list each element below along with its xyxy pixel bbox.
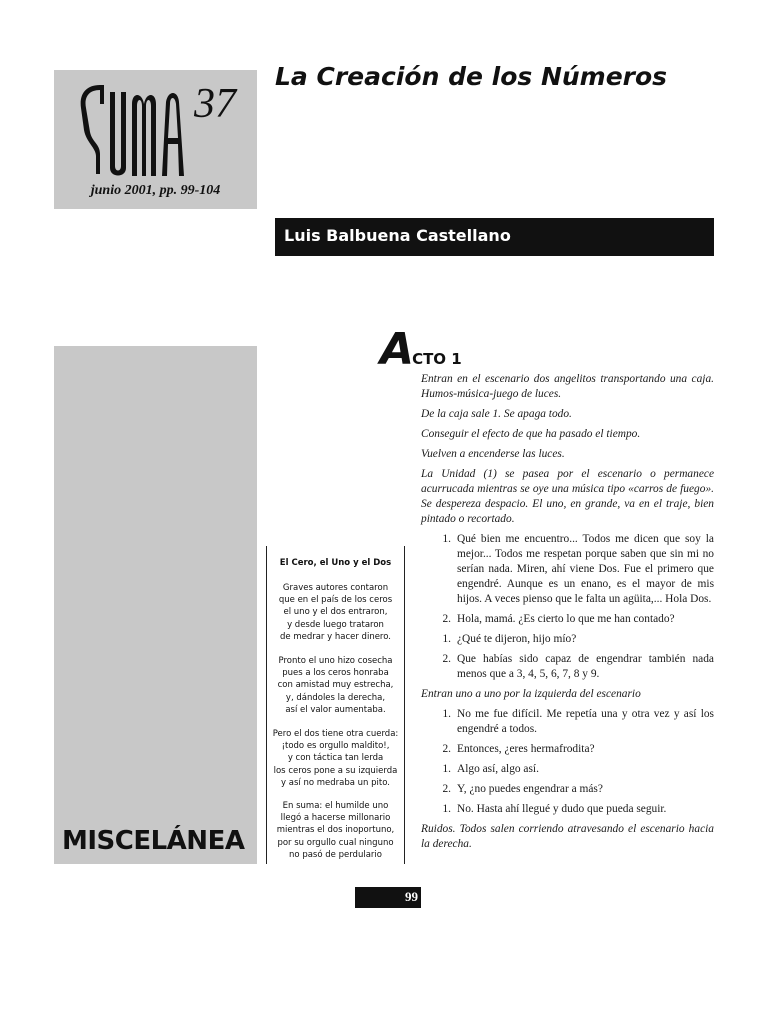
poem-stanza	[267, 728, 404, 789]
dialogue-line	[421, 762, 714, 777]
poem-line: pues a los ceros honraba	[282, 668, 389, 679]
act-heading	[380, 324, 462, 375]
poem-line: y con táctica tan lerda	[287, 753, 384, 764]
poem-line: En suma: el humilde uno	[282, 801, 389, 811]
speaker-number: 1.	[442, 803, 451, 815]
poem-line: y, dándoles la derecha,	[285, 692, 386, 703]
speaker-number: 2.	[442, 613, 451, 625]
journal-logo-panel	[54, 70, 257, 209]
poem-line: de medrar y hacer dinero.	[280, 631, 391, 642]
poem-line: Pero el dos tiene otra cuerda:	[272, 729, 399, 739]
dialogue-line	[421, 652, 714, 682]
dialogue-text: No. Hasta ahí llegué y dudo que pueda seguir.	[457, 803, 667, 815]
poem-stanza	[267, 800, 404, 861]
suma-logo	[80, 82, 190, 182]
poem-line: no pasó de perdulario	[289, 849, 382, 860]
poem-line: el uno y el dos entraron,	[283, 607, 388, 618]
stage-direction: Ruidos. Todos salen corriendo atravesando el escenario hacia la derecha.	[421, 823, 714, 850]
article-title: La Creación de los Números	[275, 62, 668, 91]
dialogue-line	[421, 707, 714, 737]
stage-direction: Entran uno a uno por la izquierda del escenario	[421, 688, 641, 700]
main-text-column	[421, 372, 714, 857]
section-label: MISCELÁNEA	[62, 826, 245, 856]
speaker-number: 1.	[442, 708, 451, 720]
act-heading-initial: A	[380, 324, 413, 375]
dialogue-line	[421, 632, 714, 647]
speaker-number: 1.	[442, 533, 451, 545]
stage-direction: Entran en el escenario dos angelitos transportando una caja. Humos-música-juego de luces.	[421, 373, 714, 400]
dialogue-line	[421, 782, 714, 797]
page-number-badge	[355, 887, 421, 908]
dialogue-text: Qué bien me encuentro... Todos me dicen que soy la mejor... Todos me respetan porque saben que sin mi no serían nada. Miren, ahí viene Dos. Fue el primero que engendré. Aunque es un enano, es el mayor de mis hijos. A veces pienso que le falta un agüita,... Hola Dos.	[457, 533, 714, 605]
dialogue-line	[421, 742, 714, 757]
sidebar-poem	[266, 546, 405, 864]
poem-stanza	[267, 582, 404, 643]
dialogue-text: Hola, mamá. ¿Es cierto lo que me han contado?	[457, 613, 675, 625]
speaker-number: 2.	[442, 653, 451, 665]
stage-direction: La Unidad (1) se pasea por el escenario o permanece acurrucada mientras se oye una música tipo «carros de fuego». Se despereza despacio. El uno, en grande, va en el traje, bien pintado o recortado.	[421, 468, 714, 525]
poem-line: los ceros pone a su izquierda	[273, 765, 398, 776]
stage-direction: Vuelven a encenderse las luces.	[421, 448, 565, 460]
stage-direction: De la caja sale 1. Se apaga todo.	[421, 408, 572, 420]
poem-line: y desde luego trataron	[287, 619, 384, 630]
dialogue-text: Que habías sido capaz de engendrar también nada menos que a 3, 4, 5, 6, 7, 8 y 9.	[457, 653, 714, 680]
act-heading-rest: CTO 1	[412, 350, 462, 368]
poem-line: ¡todo es orgullo maldito!,	[281, 741, 390, 752]
poem-line: Graves autores contaron	[282, 583, 389, 593]
speaker-number: 1.	[442, 763, 451, 775]
page-number: 99	[405, 889, 418, 904]
dialogue-text: Entonces, ¿eres hermafrodita?	[457, 743, 595, 755]
speaker-number: 1.	[442, 633, 451, 645]
poem-line: por su orgullo cual ninguno	[277, 837, 394, 848]
section-column	[54, 346, 257, 864]
poem-line: mientras el dos inoportuno,	[276, 825, 395, 836]
speaker-number: 2.	[442, 783, 451, 795]
speaker-number: 2.	[442, 743, 451, 755]
poem-line: Pronto el uno hizo cosecha	[278, 656, 393, 666]
dialogue-text: ¿Qué te dijeron, hijo mío?	[457, 633, 577, 645]
poem-line: llegó a hacerse millonario	[280, 813, 391, 824]
dialogue-text: Y, ¿no puedes engendrar a más?	[457, 783, 603, 795]
poem-title: El Cero, el Uno y el Dos	[279, 558, 392, 568]
dialogue-text: No me fue difícil. Me repetía una y otra vez y así los engendré a todos.	[457, 708, 714, 735]
poem-line: que en el país de los ceros	[278, 595, 393, 606]
poem-line: con amistad muy estrecha,	[277, 680, 394, 691]
issue-date: junio 2001, pp. 99-104	[90, 183, 221, 198]
dialogue-line	[421, 802, 714, 817]
poem-line: y así no medraba un pito.	[281, 777, 390, 788]
author-bar	[275, 218, 714, 256]
issue-number: 37	[194, 81, 236, 127]
stage-direction: Conseguir el efecto de que ha pasado el tiempo.	[421, 428, 641, 440]
dialogue-line	[421, 532, 714, 607]
dialogue-line	[421, 612, 714, 627]
dialogue-text: Algo así, algo así.	[457, 763, 539, 775]
author-name: Luis Balbuena Castellano	[284, 226, 511, 245]
poem-stanza	[267, 655, 404, 716]
poem-line: así el valor aumentaba.	[285, 704, 386, 715]
